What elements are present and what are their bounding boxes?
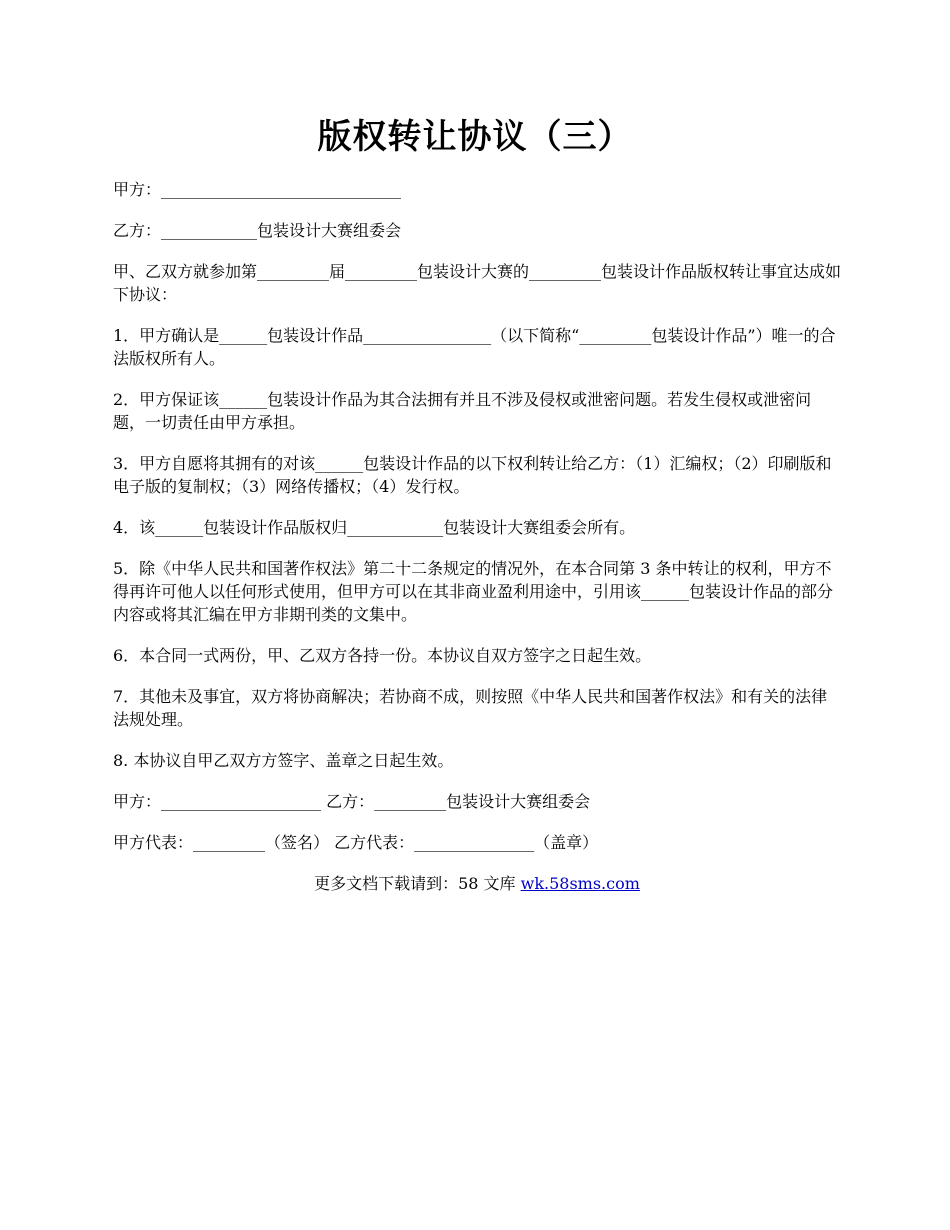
clause-8: 8. 本协议自甲乙双方方签字、盖章之日起生效。 xyxy=(113,751,454,770)
party-b-line: 乙方：____________包装设计大赛组委会 xyxy=(113,221,402,240)
download-link[interactable]: wk.58sms.com xyxy=(520,874,640,893)
clause-6: 6．本合同一式两份，甲、乙双方各持一份。本协议自双方签字之日起生效。 xyxy=(113,646,652,665)
document-title: 版权转让协议（三） xyxy=(317,117,633,157)
signature-representatives-line: 甲方代表：_________（签名） 乙方代表：_______________（盖章） xyxy=(113,833,599,852)
agreement-intro: 甲、乙双方就参加第_________届_________包装设计大赛的_________包装设计作品版权转让事宜达成如下协议： xyxy=(113,262,842,304)
clause-3: 3．甲方自愿将其拥有的对该______包装设计作品的以下权利转让给乙方：（1）汇编权；（2）印刷版和电子版的复制权；（3）网络传播权；（4）发行权。 xyxy=(113,454,832,496)
document-body xyxy=(113,178,841,913)
clause-1: 1．甲方确认是______包装设计作品________________（以下简称“_________包装设计作品”）唯一的合法版权所有人。 xyxy=(113,326,836,368)
signature-parties-line: 甲方：____________________ 乙方：_________包装设计大赛组委会 xyxy=(113,792,591,811)
clause-2: 2．甲方保证该______包装设计作品为其合法拥有并且不涉及侵权或泄密问题。若发生侵权或泄密问题，一切责任由甲方承担。 xyxy=(113,390,812,432)
clause-7: 7．其他未及事宜，双方将协商解决；若协商不成，则按照《中华人民共和国著作权法》和有关的法律法规处理。 xyxy=(113,687,828,729)
clause-4: 4．该______包装设计作品版权归____________包装设计大赛组委会所有。 xyxy=(113,518,636,537)
clause-5: 5．除《中华人民共和国著作权法》第二十二条规定的情况外，在本合同第 3 条中转让的权利，甲方不得再许可他人以任何形式使用，但甲方可以在其非商业盈利用途中，引用该______包装设计作品的部分内容或将其汇编在甲方非期刊类的文集中。 xyxy=(113,559,834,624)
party-a-line: 甲方：______________________________ xyxy=(113,180,402,199)
download-footer xyxy=(113,872,841,895)
download-footer-text: 更多文档下载请到：58 文库 xyxy=(314,874,521,893)
